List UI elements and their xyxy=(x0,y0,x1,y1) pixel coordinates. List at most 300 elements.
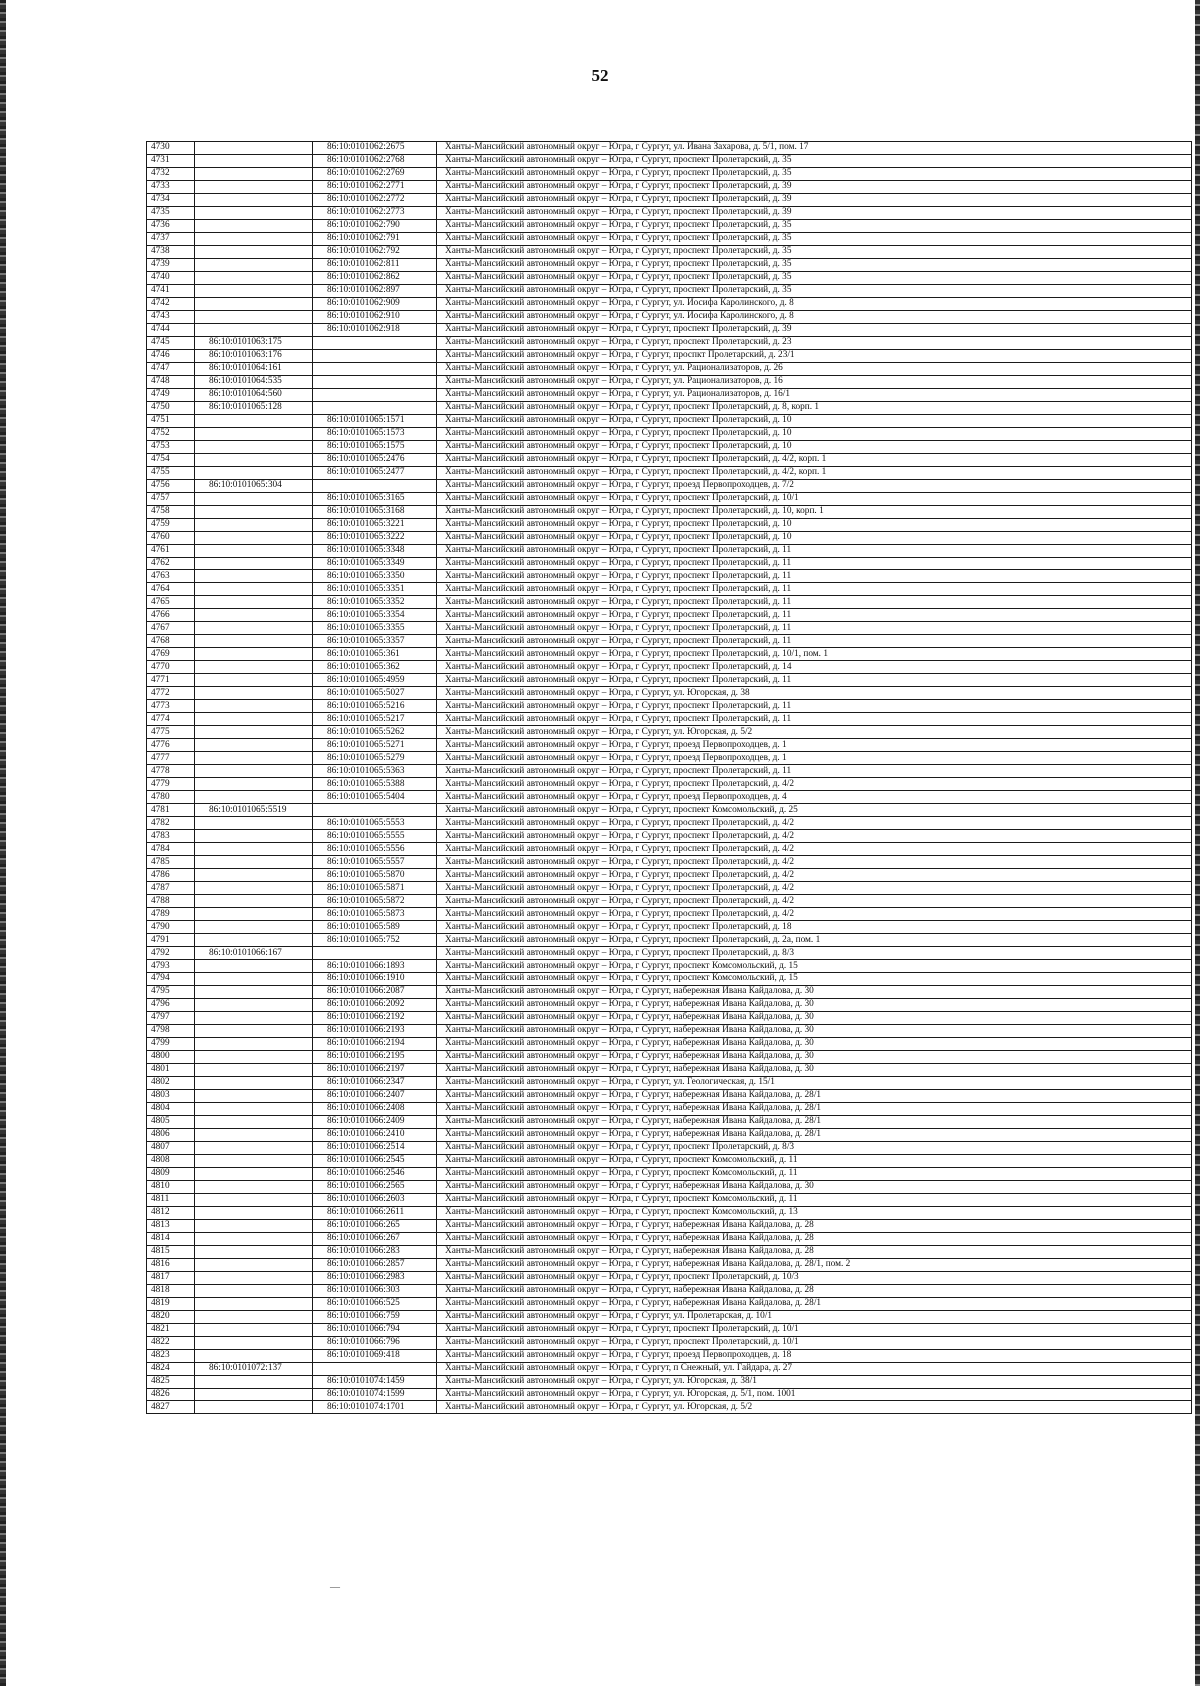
land-cadastral-number xyxy=(195,1076,313,1089)
row-number: 4751 xyxy=(147,414,195,427)
row-number: 4786 xyxy=(147,869,195,882)
registry-body xyxy=(147,142,1192,1414)
address: Ханты-Мансийский автономный округ – Югра, г Сургут, набережная Ивана Кайдалова, д. 28 xyxy=(437,1232,1192,1245)
row-number: 4735 xyxy=(147,206,195,219)
table-row xyxy=(147,1141,1192,1154)
land-cadastral-number xyxy=(195,232,313,245)
address: Ханты-Мансийский автономный округ – Югра, г Сургут, проспект Пролетарский, д. 18 xyxy=(437,921,1192,934)
address: Ханты-Мансийский автономный округ – Югра, г Сургут, проспект Комсомольский, д. 25 xyxy=(437,804,1192,817)
table-row xyxy=(147,557,1192,570)
table-row xyxy=(147,349,1192,362)
building-cadastral-number: 86:10:0101065:4959 xyxy=(313,674,437,687)
table-row xyxy=(147,804,1192,817)
address: Ханты-Мансийский автономный округ – Югра, г Сургут, набережная Ивана Кайдалова, д. 28 xyxy=(437,1219,1192,1232)
table-row xyxy=(147,908,1192,921)
land-cadastral-number: 86:10:0101064:161 xyxy=(195,362,313,375)
land-cadastral-number xyxy=(195,544,313,557)
land-cadastral-number xyxy=(195,219,313,232)
address: Ханты-Мансийский автономный округ – Югра, г Сургут, проспект Комсомольский, д. 15 xyxy=(437,960,1192,973)
table-row xyxy=(147,1011,1192,1024)
row-number: 4825 xyxy=(147,1375,195,1388)
row-number: 4741 xyxy=(147,284,195,297)
land-cadastral-number xyxy=(195,1011,313,1024)
row-number: 4757 xyxy=(147,492,195,505)
row-number: 4730 xyxy=(147,142,195,155)
table-row xyxy=(147,362,1192,375)
row-number: 4820 xyxy=(147,1310,195,1323)
table-row xyxy=(147,960,1192,973)
address: Ханты-Мансийский автономный округ – Югра, г Сургут, проспект Пролетарский, д. 4/2 xyxy=(437,882,1192,895)
table-row xyxy=(147,310,1192,323)
land-cadastral-number xyxy=(195,635,313,648)
row-number: 4821 xyxy=(147,1323,195,1336)
building-cadastral-number: 86:10:0101065:3351 xyxy=(313,583,437,596)
table-row xyxy=(147,1024,1192,1037)
table-row xyxy=(147,219,1192,232)
table-row xyxy=(147,492,1192,505)
land-cadastral-number xyxy=(195,167,313,180)
row-number: 4814 xyxy=(147,1232,195,1245)
row-number: 4738 xyxy=(147,245,195,258)
land-cadastral-number xyxy=(195,1167,313,1180)
table-row xyxy=(147,947,1192,960)
address: Ханты-Мансийский автономный округ – Югра, г Сургут, набережная Ивана Кайдалова, д. 30 xyxy=(437,1180,1192,1193)
address: Ханты-Мансийский автономный округ – Югра, г Сургут, проспект Пролетарский, д. 4/2 xyxy=(437,817,1192,830)
table-row xyxy=(147,479,1192,492)
row-number: 4793 xyxy=(147,960,195,973)
table-row xyxy=(147,687,1192,700)
row-number: 4799 xyxy=(147,1037,195,1050)
building-cadastral-number: 86:10:0101066:283 xyxy=(313,1245,437,1258)
table-row xyxy=(147,401,1192,414)
table-row xyxy=(147,505,1192,518)
row-number: 4748 xyxy=(147,375,195,388)
table-row xyxy=(147,232,1192,245)
row-number: 4791 xyxy=(147,934,195,947)
land-cadastral-number xyxy=(195,1245,313,1258)
row-number: 4731 xyxy=(147,154,195,167)
address: Ханты-Мансийский автономный округ – Югра, г Сургут, проспект Пролетарский, д. 4/2 xyxy=(437,778,1192,791)
table-row xyxy=(147,1297,1192,1310)
table-row xyxy=(147,934,1192,947)
row-number: 4800 xyxy=(147,1050,195,1063)
table-row xyxy=(147,570,1192,583)
address: Ханты-Мансийский автономный округ – Югра, г Сургут, проспект Пролетарский, д. 11 xyxy=(437,583,1192,596)
building-cadastral-number: 86:10:0101065:2476 xyxy=(313,453,437,466)
building-cadastral-number xyxy=(313,479,437,492)
building-cadastral-number: 86:10:0101062:862 xyxy=(313,271,437,284)
row-number: 4743 xyxy=(147,310,195,323)
building-cadastral-number: 86:10:0101065:3355 xyxy=(313,622,437,635)
building-cadastral-number: 86:10:0101062:2768 xyxy=(313,154,437,167)
building-cadastral-number: 86:10:0101065:3165 xyxy=(313,492,437,505)
building-cadastral-number: 86:10:0101066:303 xyxy=(313,1284,437,1297)
land-cadastral-number xyxy=(195,193,313,206)
building-cadastral-number xyxy=(313,349,437,362)
row-number: 4758 xyxy=(147,505,195,518)
address: Ханты-Мансийский автономный округ – Югра, г Сургут, набережная Ивана Кайдалова, д. 28/1 xyxy=(437,1297,1192,1310)
row-number: 4749 xyxy=(147,388,195,401)
row-number: 4765 xyxy=(147,596,195,609)
address: Ханты-Мансийский автономный округ – Югра, г Сургут, проспект Пролетарский, д. 35 xyxy=(437,219,1192,232)
land-cadastral-number xyxy=(195,310,313,323)
land-cadastral-number xyxy=(195,1401,313,1414)
table-row xyxy=(147,1089,1192,1102)
land-cadastral-number xyxy=(195,1323,313,1336)
row-number: 4788 xyxy=(147,895,195,908)
row-number: 4812 xyxy=(147,1206,195,1219)
land-cadastral-number: 86:10:0101064:535 xyxy=(195,375,313,388)
row-number: 4781 xyxy=(147,804,195,817)
building-cadastral-number xyxy=(313,336,437,349)
row-number: 4739 xyxy=(147,258,195,271)
address: Ханты-Мансийский автономный округ – Югра, г Сургут, проспект Пролетарский, д. 4/2, корп. 1 xyxy=(437,466,1192,479)
building-cadastral-number: 86:10:0101069:418 xyxy=(313,1349,437,1362)
table-row xyxy=(147,791,1192,804)
table-row xyxy=(147,1037,1192,1050)
building-cadastral-number: 86:10:0101066:2409 xyxy=(313,1115,437,1128)
table-row xyxy=(147,661,1192,674)
building-cadastral-number: 86:10:0101065:2477 xyxy=(313,466,437,479)
building-cadastral-number: 86:10:0101065:3348 xyxy=(313,544,437,557)
table-row xyxy=(147,1232,1192,1245)
address: Ханты-Мансийский автономный округ – Югра, г Сургут, ул. Югорская, д. 38 xyxy=(437,687,1192,700)
table-row xyxy=(147,1245,1192,1258)
building-cadastral-number: 86:10:0101065:3352 xyxy=(313,596,437,609)
row-number: 4754 xyxy=(147,453,195,466)
row-number: 4827 xyxy=(147,1401,195,1414)
address: Ханты-Мансийский автономный округ – Югра, г Сургут, проспект Комсомольский, д. 15 xyxy=(437,973,1192,986)
table-row xyxy=(147,1115,1192,1128)
building-cadastral-number: 86:10:0101065:1575 xyxy=(313,440,437,453)
table-row xyxy=(147,869,1192,882)
land-cadastral-number: 86:10:0101065:304 xyxy=(195,479,313,492)
building-cadastral-number: 86:10:0101066:2857 xyxy=(313,1258,437,1271)
building-cadastral-number: 86:10:0101066:2092 xyxy=(313,998,437,1011)
table-row xyxy=(147,440,1192,453)
table-row xyxy=(147,1219,1192,1232)
table-row xyxy=(147,336,1192,349)
building-cadastral-number xyxy=(313,804,437,817)
land-cadastral-number: 86:10:0101064:560 xyxy=(195,388,313,401)
row-number: 4802 xyxy=(147,1076,195,1089)
land-cadastral-number: 86:10:0101066:167 xyxy=(195,947,313,960)
table-row xyxy=(147,985,1192,998)
address: Ханты-Мансийский автономный округ – Югра, г Сургут, проспект Пролетарский, д. 11 xyxy=(437,544,1192,557)
building-cadastral-number: 86:10:0101066:2407 xyxy=(313,1089,437,1102)
row-number: 4807 xyxy=(147,1141,195,1154)
table-row xyxy=(147,544,1192,557)
land-cadastral-number xyxy=(195,440,313,453)
table-row xyxy=(147,1154,1192,1167)
row-number: 4779 xyxy=(147,778,195,791)
building-cadastral-number: 86:10:0101065:5363 xyxy=(313,765,437,778)
row-number: 4753 xyxy=(147,440,195,453)
row-number: 4809 xyxy=(147,1167,195,1180)
building-cadastral-number: 86:10:0101066:2565 xyxy=(313,1180,437,1193)
land-cadastral-number xyxy=(195,414,313,427)
row-number: 4764 xyxy=(147,583,195,596)
row-number: 4813 xyxy=(147,1219,195,1232)
table-row xyxy=(147,752,1192,765)
row-number: 4769 xyxy=(147,648,195,661)
building-cadastral-number: 86:10:0101065:5871 xyxy=(313,882,437,895)
land-cadastral-number xyxy=(195,1219,313,1232)
land-cadastral-number xyxy=(195,1024,313,1037)
table-row xyxy=(147,713,1192,726)
row-number: 4803 xyxy=(147,1089,195,1102)
address: Ханты-Мансийский автономный округ – Югра, г Сургут, проспект Пролетарский, д. 35 xyxy=(437,154,1192,167)
address: Ханты-Мансийский автономный округ – Югра, г Сургут, проспект Пролетарский, д. 35 xyxy=(437,284,1192,297)
address: Ханты-Мансийский автономный округ – Югра, г Сургут, проспект Пролетарский, д. 11 xyxy=(437,570,1192,583)
row-number: 4796 xyxy=(147,998,195,1011)
address: Ханты-Мансийский автономный округ – Югра, г Сургут, проспект Комсомольский, д. 11 xyxy=(437,1154,1192,1167)
building-cadastral-number: 86:10:0101062:2773 xyxy=(313,206,437,219)
table-row xyxy=(147,193,1192,206)
land-cadastral-number xyxy=(195,869,313,882)
address: Ханты-Мансийский автономный округ – Югра, г Сургут, проспект Пролетарский, д. 10/3 xyxy=(437,1271,1192,1284)
row-number: 4740 xyxy=(147,271,195,284)
building-cadastral-number xyxy=(313,375,437,388)
land-cadastral-number xyxy=(195,583,313,596)
row-number: 4752 xyxy=(147,427,195,440)
address: Ханты-Мансийский автономный округ – Югра, г Сургут, проспкт Пролетарский, д. 23/1 xyxy=(437,349,1192,362)
table-row xyxy=(147,154,1192,167)
building-cadastral-number: 86:10:0101066:2408 xyxy=(313,1102,437,1115)
land-cadastral-number xyxy=(195,700,313,713)
address: Ханты-Мансийский автономный округ – Югра, г Сургут, проспект Пролетарский, д. 35 xyxy=(437,167,1192,180)
land-cadastral-number xyxy=(195,1154,313,1167)
building-cadastral-number: 86:10:0101066:2514 xyxy=(313,1141,437,1154)
building-cadastral-number: 86:10:0101065:5557 xyxy=(313,856,437,869)
scan-edge-right xyxy=(1195,0,1200,1686)
building-cadastral-number: 86:10:0101066:525 xyxy=(313,1297,437,1310)
building-cadastral-number: 86:10:0101065:3221 xyxy=(313,518,437,531)
address: Ханты-Мансийский автономный округ – Югра, г Сургут, проспект Пролетарский, д. 10/1 xyxy=(437,1323,1192,1336)
building-cadastral-number: 86:10:0101065:5553 xyxy=(313,817,437,830)
address: Ханты-Мансийский автономный округ – Югра, г Сургут, проспект Пролетарский, д. 35 xyxy=(437,232,1192,245)
address: Ханты-Мансийский автономный округ – Югра, г Сургут, проезд Первопроходцев, д. 4 xyxy=(437,791,1192,804)
address: Ханты-Мансийский автономный округ – Югра, г Сургут, проспект Пролетарский, д. 10 xyxy=(437,531,1192,544)
address: Ханты-Мансийский автономный округ – Югра, г Сургут, набережная Ивана Кайдалова, д. 28/1 xyxy=(437,1102,1192,1115)
row-number: 4778 xyxy=(147,765,195,778)
building-cadastral-number: 86:10:0101065:5556 xyxy=(313,843,437,856)
building-cadastral-number: 86:10:0101066:794 xyxy=(313,1323,437,1336)
building-cadastral-number: 86:10:0101065:5217 xyxy=(313,713,437,726)
row-number: 4816 xyxy=(147,1258,195,1271)
address: Ханты-Мансийский автономный округ – Югра, г Сургут, ул. Рационализаторов, д. 16 xyxy=(437,375,1192,388)
table-row xyxy=(147,323,1192,336)
land-cadastral-number xyxy=(195,752,313,765)
land-cadastral-number xyxy=(195,998,313,1011)
address: Ханты-Мансийский автономный округ – Югра, г Сургут, п Снежный, ул. Гайдара, д. 27 xyxy=(437,1362,1192,1375)
land-cadastral-number: 86:10:0101072:137 xyxy=(195,1362,313,1375)
land-cadastral-number xyxy=(195,791,313,804)
row-number: 4745 xyxy=(147,336,195,349)
land-cadastral-number xyxy=(195,843,313,856)
table-row xyxy=(147,817,1192,830)
row-number: 4804 xyxy=(147,1102,195,1115)
table-row xyxy=(147,167,1192,180)
building-cadastral-number: 86:10:0101065:5404 xyxy=(313,791,437,804)
building-cadastral-number: 86:10:0101065:5873 xyxy=(313,908,437,921)
building-cadastral-number: 86:10:0101066:2192 xyxy=(313,1011,437,1024)
address: Ханты-Мансийский автономный округ – Югра, г Сургут, проспект Пролетарский, д. 39 xyxy=(437,193,1192,206)
row-number: 4783 xyxy=(147,830,195,843)
address: Ханты-Мансийский автономный округ – Югра, г Сургут, проспект Пролетарский, д. 39 xyxy=(437,323,1192,336)
building-cadastral-number: 86:10:0101062:918 xyxy=(313,323,437,336)
address: Ханты-Мансийский автономный округ – Югра, г Сургут, набережная Ивана Кайдалова, д. 30 xyxy=(437,1024,1192,1037)
address: Ханты-Мансийский автономный округ – Югра, г Сургут, набережная Ивана Кайдалова, д. 28/1 xyxy=(437,1128,1192,1141)
table-row xyxy=(147,778,1192,791)
address: Ханты-Мансийский автономный округ – Югра, г Сургут, набережная Ивана Кайдалова, д. 30 xyxy=(437,998,1192,1011)
row-number: 4792 xyxy=(147,947,195,960)
row-number: 4782 xyxy=(147,817,195,830)
building-cadastral-number: 86:10:0101065:3222 xyxy=(313,531,437,544)
row-number: 4819 xyxy=(147,1297,195,1310)
address: Ханты-Мансийский автономный округ – Югра, г Сургут, проспект Пролетарский, д. 2а, пом. 1 xyxy=(437,934,1192,947)
land-cadastral-number xyxy=(195,817,313,830)
table-row xyxy=(147,596,1192,609)
address: Ханты-Мансийский автономный округ – Югра, г Сургут, набережная Ивана Кайдалова, д. 30 xyxy=(437,1050,1192,1063)
building-cadastral-number: 86:10:0101062:792 xyxy=(313,245,437,258)
table-row xyxy=(147,466,1192,479)
address: Ханты-Мансийский автономный округ – Югра, г Сургут, набережная Ивана Кайдалова, д. 30 xyxy=(437,1011,1192,1024)
building-cadastral-number xyxy=(313,1362,437,1375)
land-cadastral-number xyxy=(195,713,313,726)
building-cadastral-number: 86:10:0101062:2771 xyxy=(313,180,437,193)
building-cadastral-number: 86:10:0101065:5027 xyxy=(313,687,437,700)
land-cadastral-number xyxy=(195,505,313,518)
table-row xyxy=(147,609,1192,622)
row-number: 4734 xyxy=(147,193,195,206)
building-cadastral-number: 86:10:0101074:1701 xyxy=(313,1401,437,1414)
row-number: 4774 xyxy=(147,713,195,726)
address: Ханты-Мансийский автономный округ – Югра, г Сургут, проспект Пролетарский, д. 4/2 xyxy=(437,895,1192,908)
table-row xyxy=(147,882,1192,895)
land-cadastral-number xyxy=(195,518,313,531)
row-number: 4772 xyxy=(147,687,195,700)
address: Ханты-Мансийский автономный округ – Югра, г Сургут, проспект Пролетарский, д. 4/2 xyxy=(437,830,1192,843)
table-row xyxy=(147,518,1192,531)
table-row xyxy=(147,1349,1192,1362)
building-cadastral-number: 86:10:0101066:2347 xyxy=(313,1076,437,1089)
row-number: 4787 xyxy=(147,882,195,895)
land-cadastral-number xyxy=(195,154,313,167)
row-number: 4733 xyxy=(147,180,195,193)
row-number: 4761 xyxy=(147,544,195,557)
address: Ханты-Мансийский автономный округ – Югра, г Сургут, ул. Югорская, д. 5/1, пом. 1001 xyxy=(437,1388,1192,1401)
row-number: 4824 xyxy=(147,1362,195,1375)
building-cadastral-number: 86:10:0101066:1893 xyxy=(313,960,437,973)
table-row xyxy=(147,1375,1192,1388)
building-cadastral-number: 86:10:0101066:2983 xyxy=(313,1271,437,1284)
row-number: 4770 xyxy=(147,661,195,674)
address: Ханты-Мансийский автономный округ – Югра, г Сургут, проспект Пролетарский, д. 4/2, корп. 1 xyxy=(437,453,1192,466)
address: Ханты-Мансийский автономный округ – Югра, г Сургут, ул. Пролетарская, д. 10/1 xyxy=(437,1310,1192,1323)
address: Ханты-Мансийский автономный округ – Югра, г Сургут, набережная Ивана Кайдалова, д. 28/1 xyxy=(437,1089,1192,1102)
building-cadastral-number: 86:10:0101066:2410 xyxy=(313,1128,437,1141)
building-cadastral-number: 86:10:0101062:2675 xyxy=(313,142,437,155)
table-row xyxy=(147,271,1192,284)
address: Ханты-Мансийский автономный округ – Югра, г Сургут, ул. Ивана Захарова, д. 5/1, пом. 17 xyxy=(437,142,1192,155)
land-cadastral-number xyxy=(195,1141,313,1154)
address: Ханты-Мансийский автономный округ – Югра, г Сургут, проспект Комсомольский, д. 13 xyxy=(437,1206,1192,1219)
address: Ханты-Мансийский автономный округ – Югра, г Сургут, проспект Пролетарский, д. 11 xyxy=(437,713,1192,726)
table-row xyxy=(147,245,1192,258)
address: Ханты-Мансийский автономный округ – Югра, г Сургут, проезд Первопроходцев, д. 1 xyxy=(437,739,1192,752)
building-cadastral-number: 86:10:0101065:5872 xyxy=(313,895,437,908)
building-cadastral-number: 86:10:0101066:796 xyxy=(313,1336,437,1349)
address: Ханты-Мансийский автономный округ – Югра, г Сургут, набережная Ивана Кайдалова, д. 28 xyxy=(437,1284,1192,1297)
row-number: 4756 xyxy=(147,479,195,492)
row-number: 4794 xyxy=(147,973,195,986)
table-row xyxy=(147,674,1192,687)
building-cadastral-number: 86:10:0101066:2545 xyxy=(313,1154,437,1167)
building-cadastral-number: 86:10:0101074:1599 xyxy=(313,1388,437,1401)
row-number: 4801 xyxy=(147,1063,195,1076)
land-cadastral-number xyxy=(195,934,313,947)
building-cadastral-number: 86:10:0101065:3354 xyxy=(313,609,437,622)
land-cadastral-number xyxy=(195,492,313,505)
address: Ханты-Мансийский автономный округ – Югра, г Сургут, ул. Югорская, д. 38/1 xyxy=(437,1375,1192,1388)
table-row xyxy=(147,375,1192,388)
address: Ханты-Мансийский автономный округ – Югра, г Сургут, набережная Ивана Кайдалова, д. 28/1 xyxy=(437,1115,1192,1128)
land-cadastral-number xyxy=(195,1336,313,1349)
row-number: 4747 xyxy=(147,362,195,375)
land-cadastral-number xyxy=(195,180,313,193)
land-cadastral-number xyxy=(195,1063,313,1076)
table-row xyxy=(147,921,1192,934)
land-cadastral-number xyxy=(195,1258,313,1271)
building-cadastral-number: 86:10:0101062:910 xyxy=(313,310,437,323)
table-row xyxy=(147,427,1192,440)
address: Ханты-Мансийский автономный округ – Югра, г Сургут, ул. Рационализаторов, д. 26 xyxy=(437,362,1192,375)
land-cadastral-number xyxy=(195,557,313,570)
table-row xyxy=(147,1076,1192,1089)
table-row xyxy=(147,895,1192,908)
address: Ханты-Мансийский автономный округ – Югра, г Сургут, набережная Ивана Кайдалова, д. 30 xyxy=(437,1063,1192,1076)
building-cadastral-number: 86:10:0101062:790 xyxy=(313,219,437,232)
row-number: 4771 xyxy=(147,674,195,687)
table-row xyxy=(147,284,1192,297)
table-row xyxy=(147,1362,1192,1375)
table-row xyxy=(147,531,1192,544)
address: Ханты-Мансийский автономный округ – Югра, г Сургут, проспект Пролетарский, д. 10 xyxy=(437,427,1192,440)
table-row xyxy=(147,765,1192,778)
address: Ханты-Мансийский автономный округ – Югра, г Сургут, проспект Пролетарский, д. 10/1 xyxy=(437,492,1192,505)
land-cadastral-number xyxy=(195,985,313,998)
table-row xyxy=(147,297,1192,310)
row-number: 4817 xyxy=(147,1271,195,1284)
building-cadastral-number: 86:10:0101065:752 xyxy=(313,934,437,947)
address: Ханты-Мансийский автономный округ – Югра, г Сургут, проезд Первопроходцев, д. 7/2 xyxy=(437,479,1192,492)
building-cadastral-number: 86:10:0101065:5216 xyxy=(313,700,437,713)
table-row xyxy=(147,388,1192,401)
address: Ханты-Мансийский автономный округ – Югра, г Сургут, проспект Пролетарский, д. 11 xyxy=(437,609,1192,622)
address: Ханты-Мансийский автономный округ – Югра, г Сургут, проспект Пролетарский, д. 10/1 xyxy=(437,1336,1192,1349)
address: Ханты-Мансийский автономный округ – Югра, г Сургут, проспект Пролетарский, д. 11 xyxy=(437,557,1192,570)
table-row xyxy=(147,453,1192,466)
address: Ханты-Мансийский автономный округ – Югра, г Сургут, проезд Первопроходцев, д. 18 xyxy=(437,1349,1192,1362)
address: Ханты-Мансийский автономный округ – Югра, г Сургут, проспект Пролетарский, д. 35 xyxy=(437,245,1192,258)
row-number: 4750 xyxy=(147,401,195,414)
row-number: 4768 xyxy=(147,635,195,648)
land-cadastral-number xyxy=(195,1102,313,1115)
address: Ханты-Мансийский автономный округ – Югра, г Сургут, набережная Ивана Кайдалова, д. 30 xyxy=(437,1037,1192,1050)
address: Ханты-Мансийский автономный округ – Югра, г Сургут, ул. Югорская, д. 5/2 xyxy=(437,726,1192,739)
table-row xyxy=(147,700,1192,713)
